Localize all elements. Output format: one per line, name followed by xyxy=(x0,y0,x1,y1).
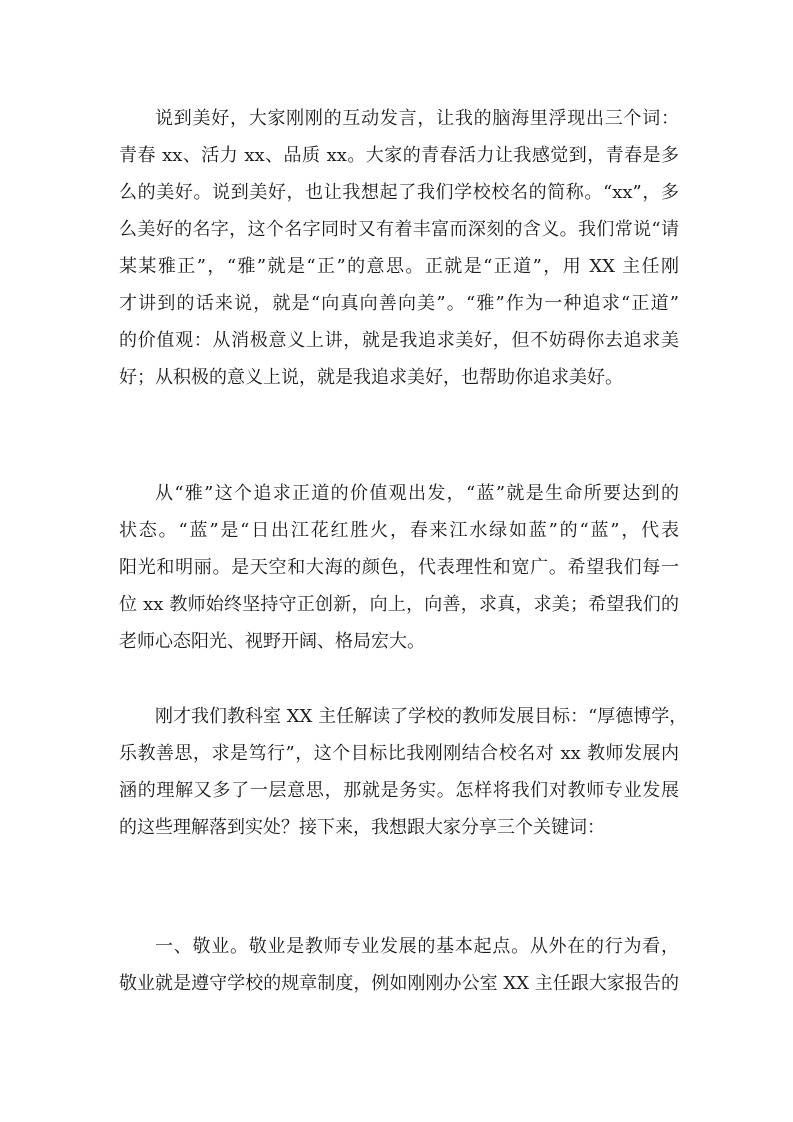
text-line: 老师心态阳光、视野开阔、格局宏大。 xyxy=(119,631,425,652)
text-line: 刚才我们教科室 XX 主任解读了学校的教师发展目标：“厚德博学， xyxy=(155,706,688,727)
text-line: 么的美好。说到美好，也让我想起了我们学校校名的简称。“xx”，多 xyxy=(119,182,679,203)
text-line: 才讲到的话来说，就是“向真向善向美”。“雅”作为一种追求“正道” xyxy=(119,293,679,314)
text-line: 位 xx 教师始终坚持守正创新，向上，向善，求真，求美；希望我们的 xyxy=(119,594,679,615)
text-line: 么美好的名字，这个名字同时又有着丰富而深刻的含义。我们常说“请 xyxy=(119,219,679,240)
text-line: 某某雅正”，“雅”就是“正”的意思。正就是“正道”，用 XX 主任刚 xyxy=(119,256,679,277)
paragraph-1 xyxy=(119,100,679,396)
text-line: 乐教善思，求是笃行”，这个目标比我刚刚结合校名对 xx 教师发展内 xyxy=(119,743,679,764)
text-line: 敬业就是遵守学校的规章制度，例如刚刚办公室 XX 主任跟大家报告的 xyxy=(119,973,679,994)
paragraph-3 xyxy=(119,698,688,846)
text-line: 涵的理解又多了一层意思，那就是务实。怎样将我们对教师专业发展 xyxy=(119,780,679,801)
text-line: 说到美好，大家刚刚的互动发言，让我的脑海里浮现出三个词： xyxy=(155,108,679,129)
text-line: 状态。“蓝”是“日出江花红胜火，春来江水绿如蓝”的“蓝”，代表 xyxy=(119,520,679,541)
text-line: 阳光和明丽。是天空和大海的颜色，代表理性和宽广。希望我们每一 xyxy=(119,557,679,578)
text-line: 好；从积极的意义上说，就是我追求美好，也帮助你追求美好。 xyxy=(119,367,623,388)
text-line: 青春 xx、活力 xx、品质 xx。大家的青春活力让我感觉到，青春是多 xyxy=(119,145,679,166)
text-line: 从“雅”这个追求正道的价值观出发，“蓝”就是生命所要达到的 xyxy=(155,483,679,504)
text-line: 的这些理解落到实处？接下来，我想跟大家分享三个关键词： xyxy=(119,817,605,838)
paragraph-2 xyxy=(119,475,679,660)
text-line: 的价值观：从消极意义上讲，就是我追求美好，但不妨碍你去追求美 xyxy=(119,330,679,351)
text-line: 一、敬业。敬业是教师专业发展的基本起点。从外在的行为看， xyxy=(155,936,679,957)
paragraph-4 xyxy=(119,928,679,1002)
